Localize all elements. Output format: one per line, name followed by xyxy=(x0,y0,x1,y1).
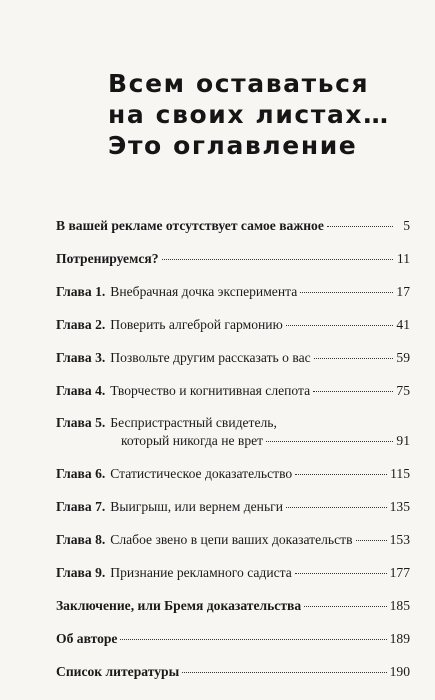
toc-entry-title: Слабое звено в цепи ваших доказательств xyxy=(110,532,353,547)
toc-entry-chapter-number: Глава 9. xyxy=(56,565,106,580)
toc-entry-title: Выигрыш, или вернем деньги xyxy=(110,499,284,514)
toc-entry-page-number: 185 xyxy=(389,598,410,613)
dot-leader xyxy=(295,474,387,475)
toc-entry[interactable] xyxy=(56,242,410,275)
toc-entry[interactable] xyxy=(56,589,410,622)
toc-entry-title: Список литературы xyxy=(56,664,180,679)
title-line-3: Это оглавление xyxy=(108,131,358,160)
toc-entry-page-number: 153 xyxy=(389,532,410,547)
toc-entry[interactable] xyxy=(56,275,410,308)
toc-entry[interactable] xyxy=(56,622,410,655)
toc-entry[interactable] xyxy=(56,556,410,589)
toc-entry-chapter-number: Глава 5. xyxy=(56,415,106,430)
toc-entry-title: Позвольте другим рассказать о вас xyxy=(110,350,311,365)
toc-entry-page-number: 177 xyxy=(389,565,410,580)
toc-entry[interactable] xyxy=(56,209,410,242)
dot-leader xyxy=(120,639,386,640)
toc-entry-page-number: 115 xyxy=(390,466,410,481)
toc-entry-title: Статистическое доказательство xyxy=(110,466,293,481)
toc-entry-title: Признание рекламного садиста xyxy=(110,565,292,580)
toc-entry-page-number: 190 xyxy=(389,664,410,679)
dot-leader xyxy=(314,358,393,359)
dot-leader xyxy=(327,226,393,227)
toc-entry-chapter-number: Глава 6. xyxy=(56,466,106,481)
dot-leader xyxy=(300,292,393,293)
toc-entry-title: Беспристрастный свидетель, xyxy=(110,415,277,430)
toc-entry-chapter-number: Глава 4. xyxy=(56,383,106,398)
table-of-contents xyxy=(56,209,410,688)
dot-leader xyxy=(286,325,393,326)
page-title xyxy=(108,68,408,161)
toc-entry[interactable] xyxy=(56,308,410,341)
dot-leader xyxy=(286,507,387,508)
toc-entry[interactable] xyxy=(56,414,410,457)
toc-entry-chapter-number: Глава 3. xyxy=(56,350,106,365)
toc-entry-page-number: 75 xyxy=(396,383,410,398)
toc-entry-title: Творчество и когнитивная слепота xyxy=(110,383,311,398)
toc-entry[interactable] xyxy=(56,341,410,374)
toc-entry-page-number: 5 xyxy=(403,218,410,233)
dot-leader xyxy=(295,573,387,574)
toc-entry-title: Заключение, или Бремя доказательства xyxy=(56,598,302,613)
toc-entry-title: Поверить алгеброй гармонию xyxy=(110,317,283,332)
dot-leader xyxy=(162,259,393,260)
toc-entry[interactable] xyxy=(56,523,410,556)
toc-entry-title: В вашей рекламе отсутствует самое важное xyxy=(56,218,324,233)
toc-entry[interactable] xyxy=(56,655,410,688)
toc-entry-page-number: 11 xyxy=(396,251,410,266)
toc-entry-page-number: 41 xyxy=(396,317,410,332)
dot-leader xyxy=(182,672,386,673)
toc-entry[interactable] xyxy=(56,457,410,490)
dot-leader xyxy=(356,540,387,541)
toc-entry-page-number: 135 xyxy=(389,499,410,514)
toc-entry[interactable] xyxy=(56,374,410,407)
toc-entry-chapter-number: Глава 1. xyxy=(56,284,106,299)
title-line-1: Всем оставаться xyxy=(108,69,370,98)
toc-entry-title: Потренируемся? xyxy=(56,251,159,266)
toc-entry-chapter-number: Глава 7. xyxy=(56,499,106,514)
toc-entry-page-number: 59 xyxy=(396,350,410,365)
toc-entry-title: Об авторе xyxy=(56,631,118,646)
toc-entry-chapter-number: Глава 2. xyxy=(56,317,106,332)
toc-entry[interactable] xyxy=(56,490,410,523)
dot-leader xyxy=(313,391,393,392)
title-line-2: на своих листах… xyxy=(108,100,390,129)
toc-entry-title-continued: который никогда не врет xyxy=(121,433,264,448)
toc-entry-chapter-number: Глава 8. xyxy=(56,532,106,547)
toc-entry-page-number: 189 xyxy=(389,631,410,646)
toc-entry-page-number: 17 xyxy=(396,284,410,299)
toc-entry-page-number: 91 xyxy=(396,433,410,448)
dot-leader xyxy=(266,441,393,442)
toc-entry-title: Внебрачная дочка эксперимента xyxy=(110,284,298,299)
dot-leader xyxy=(304,606,386,607)
